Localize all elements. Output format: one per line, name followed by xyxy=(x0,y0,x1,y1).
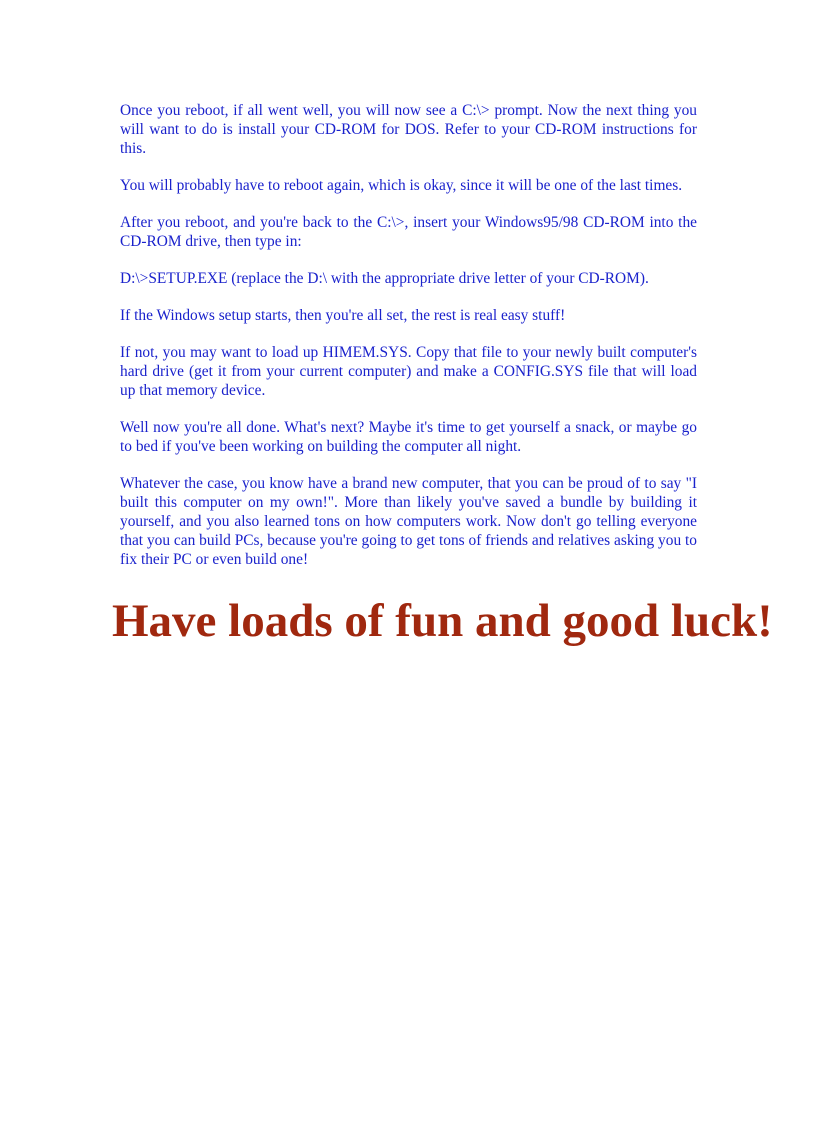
paragraph-reboot-again: You will probably have to reboot again, which is okay, since it will be one of the last times. xyxy=(120,177,683,194)
paragraph-himem: If not, you may want to load up HIMEM.SYS. Copy that file to your newly built computer's hard drive (get it from your current computer) and make a CONFIG.SYS file that will load up that memory device. xyxy=(120,344,697,399)
paragraph-whatever-case: Whatever the case, you know have a brand new computer, that you can be proud of to say "I built this computer on my own!". More than likely you've saved a bundle by building it yourself, and you also learned tons on how computers work. Now don't go telling everyone that you can build PCs, because you're going to get tons of friends and relatives asking you to fix their PC or even build one! xyxy=(120,475,697,568)
paragraph-all-done: Well now you're all done. What's next? Maybe it's time to get yourself a snack, or maybe go to bed if you've been working on building the computer all night. xyxy=(120,419,697,455)
closing-heading: Have loads of fun and good luck! xyxy=(112,595,773,647)
document-page xyxy=(112,101,773,649)
paragraph-insert-cd: After you reboot, and you're back to the C:\>, insert your Windows95/98 CD-ROM into the CD-ROM drive, then type in: xyxy=(120,214,697,250)
paragraph-setup-starts: If the Windows setup starts, then you're all set, the rest is real easy stuff! xyxy=(120,307,566,324)
paragraph-setup-command: D:\>SETUP.EXE (replace the D:\ with the appropriate drive letter of your CD-ROM). xyxy=(120,270,649,287)
paragraph-reboot-cdrom: Once you reboot, if all went well, you will now see a C:\> prompt. Now the next thing you will want to do is install your CD-ROM for DOS. Refer to your CD-ROM instructions for this. xyxy=(120,102,697,157)
